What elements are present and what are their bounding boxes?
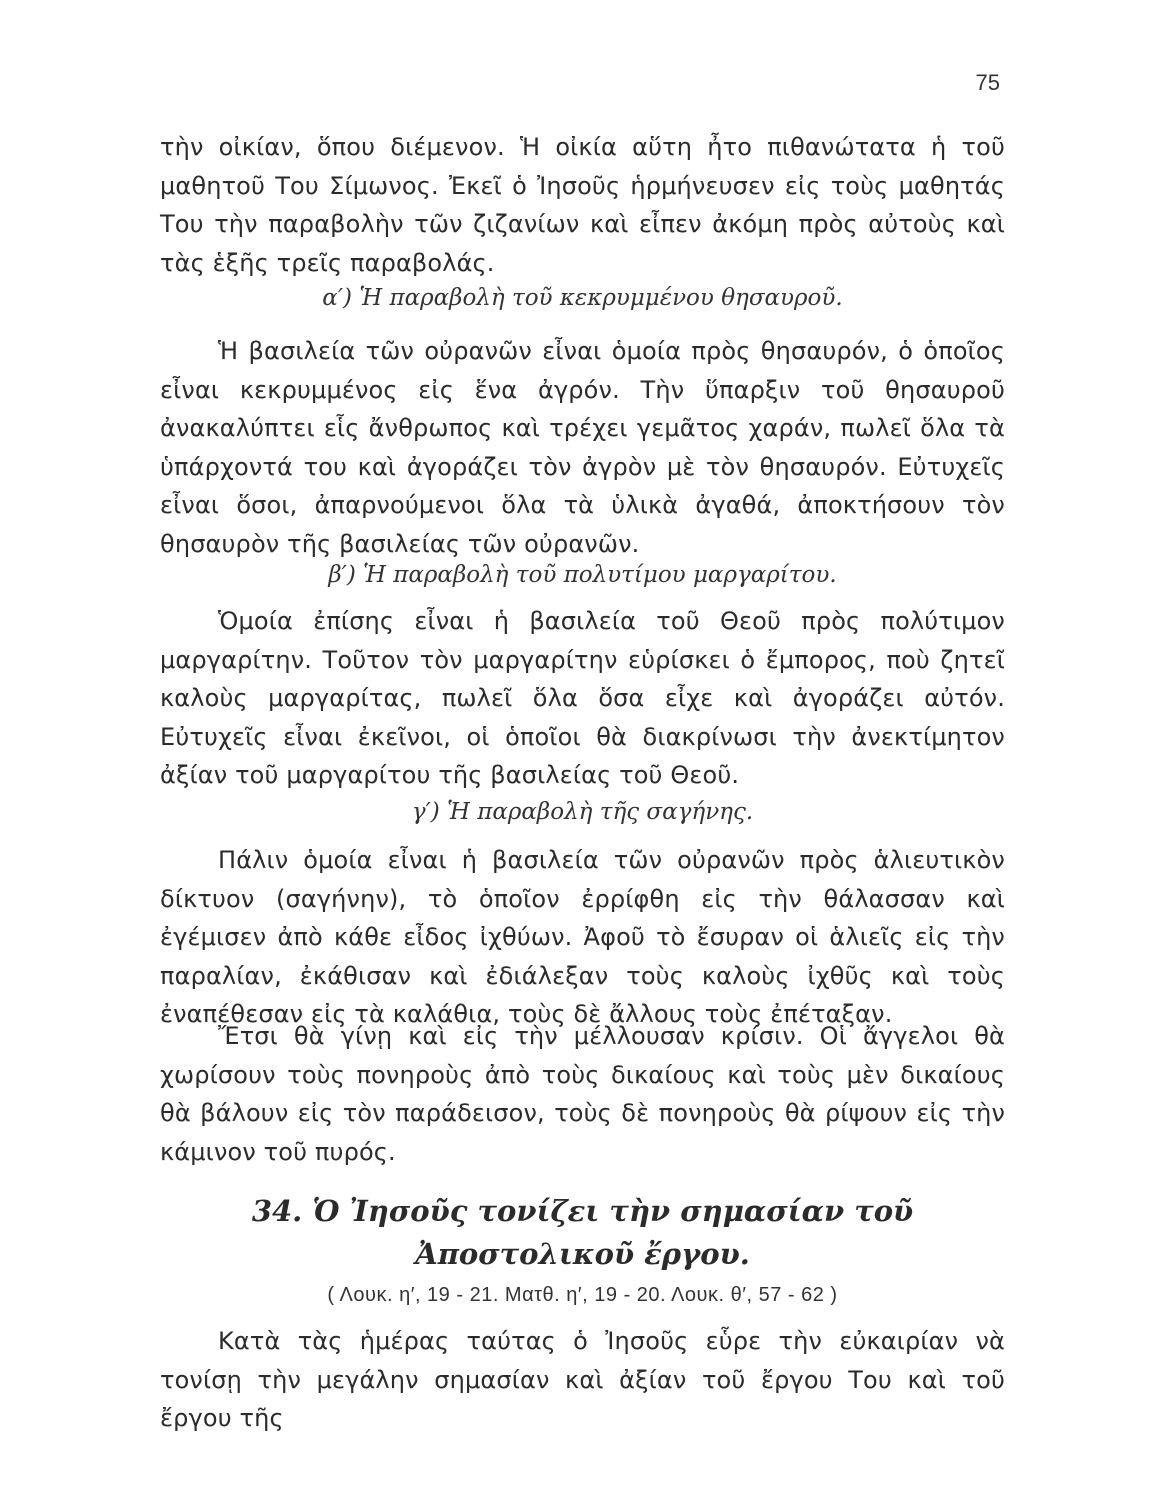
paragraph-dragnet: Πάλιν ὁμοία εἶναι ἡ βασιλεία τῶν οὐρανῶν πρὸς ἁλιευτικὸν δίκτυον (σαγήνην), τὸ ὁποῖον ἐρρίφθη εἰς τὴν θάλασσαν καὶ ἐγέμισεν ἀπὸ κάθε εἶδος ἰχθύων. Ἀφοῦ τὸ ἔσυραν οἱ ἁλιεῖς εἰς τὴν παραλίαν, ἐκάθισαν καὶ ἐδιάλεξαν τοὺς καλοὺς ἰχθῦς καὶ τοὺς ἐναπέθεσαν εἰς τὰ καλάθια, τοὺς δὲ ἄλλους τοὺς ἐπέταξαν. bbox=[160, 846, 1005, 1028]
page-number: 75 bbox=[975, 70, 1000, 95]
paragraph-intro: τὴν οἰκίαν, ὅπου διέμενον. Ἡ οἰκία αὕτη ἦτο πιθανώτατα ἡ τοῦ μαθητοῦ Του Σίμωνος. Ἐκεῖ ὁ Ἰησοῦς ἡρμήνευσεν εἰς τοὺς μαθητάς Του τὴν παραβολὴν τῶν ζιζανίων καὶ εἶπεν ἀκόμη πρὸς αὐτοὺς καὶ τὰς ἑξῆς τρεῖς παραβολάς. bbox=[160, 133, 1005, 277]
subheading-pearl: β′) Ἡ παραβολὴ τοῦ πολυτίμου μαργαρίτου. bbox=[328, 562, 837, 588]
paragraph-judgment: Ἔτσι θὰ γίνῃ καὶ εἰς τὴν μέλλουσαν κρίσιν. Οἱ ἄγγελοι θὰ χωρίσουν τοὺς πονηροὺς ἀπὸ τοὺς δικαίους καὶ τοὺς μὲν δικαίους θὰ βάλουν εἰς τὸν παράδεισον, τοὺς δὲ πονηροὺς θὰ ρίψουν εἰς τὴν κάμινον τοῦ πυρός. bbox=[160, 1022, 1005, 1166]
scripture-reference: ( Λουκ. η′, 19 - 21. Ματθ. η′, 19 - 20. Λουκ. θ′, 57 - 62 ) bbox=[327, 1284, 838, 1306]
subheading-hidden-treasure: α′) Ἡ παραβολὴ τοῦ κεκρυμμένου θησαυροῦ. bbox=[322, 285, 843, 311]
paragraph-pearl: Ὁμοία ἐπίσης εἶναι ἡ βασιλεία τοῦ Θεοῦ πρὸς πολύτιμον μαργαρίτην. Τοῦτον τὸν μαργαρίτην εὑρίσκει ὁ ἔμπορος, ποὺ ζητεῖ καλοὺς μαργαρίτας, πωλεῖ ὅλα ὅσα εἶχε καὶ ἀγοράζει αὐτόν. Εὐτυχεῖς εἶναι ἐκεῖνοι, οἱ ὁποῖοι θὰ διακρίνωσι τὴν ἀνεκτίμητον ἀξίαν τοῦ μαργαρίτου τῆς βασιλείας τοῦ Θεοῦ. bbox=[160, 607, 1005, 789]
paragraph-hidden-treasure: Ἡ βασιλεία τῶν οὐρανῶν εἶναι ὁμοία πρὸς θησαυρόν, ὁ ὁποῖος εἶναι κεκρυμμένος εἰς ἕνα ἀγρόν. Τὴν ὕπαρξιν τοῦ θησαυροῦ ἀνακαλύπτει εἷς ἄνθρωπος καὶ τρέχει γεμᾶτος χαράν, πωλεῖ ὅλα τὰ ὑπάρχοντά του καὶ ἀγοράζει τὸν ἀγρὸν μὲ τὸν θησαυρόν. Εὐτυχεῖς εἶναι ὅσοι, ἀπαρνούμενοι ὅλα τὰ ὑλικὰ ἀγαθά, ἀποκτήσουν τὸν θησαυρὸν τῆς βασιλείας τῶν οὐρανῶν. bbox=[160, 337, 1005, 558]
paragraph-apostolic-work: Κατὰ τὰς ἡμέρας ταύτας ὁ Ἰησοῦς εὗρε τὴν εὐκαιρίαν νὰ τονίσῃ τὴν μεγάλην σημασίαν καὶ ἀξίαν τοῦ ἔργου Του καὶ τοῦ ἔργου τῆς bbox=[160, 1327, 1005, 1432]
section-heading: 34. Ὁ Ἰησοῦς τονίζει τὴν σημασίαν τοῦ Ἀποστολικοῦ ἔργου. bbox=[251, 1194, 914, 1271]
subheading-dragnet: γ′) Ἡ παραβολὴ τῆς σαγήνης. bbox=[411, 799, 754, 825]
